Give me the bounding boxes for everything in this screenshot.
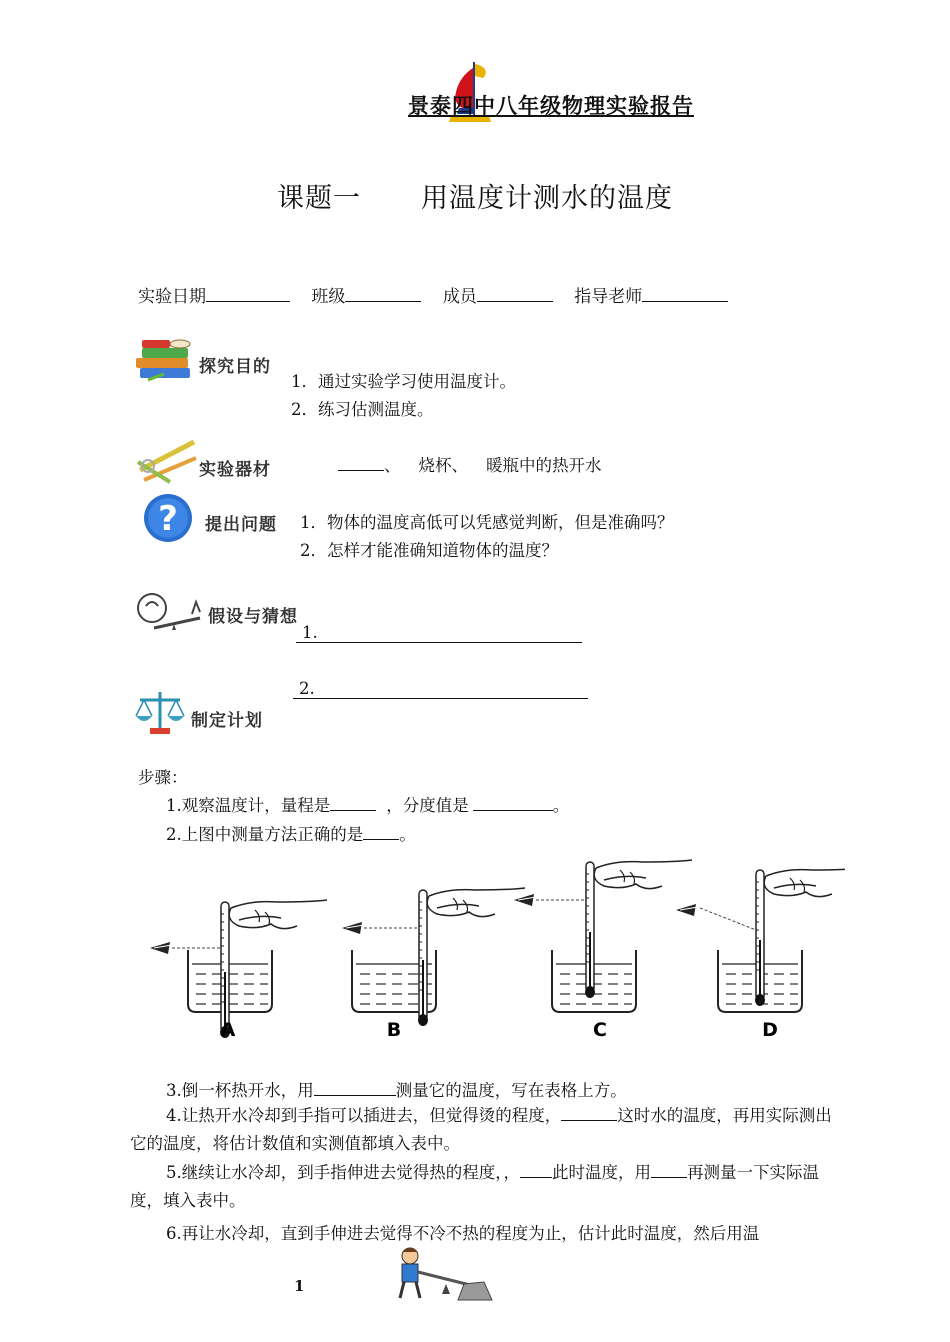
school-report-title: 景泰四中八年级物理实验报告 — [408, 93, 694, 118]
class-field: 班级 — [311, 287, 421, 307]
class-blank[interactable] — [345, 284, 421, 302]
members-field: 成员 — [443, 287, 553, 307]
estimate-blank-1[interactable] — [561, 1103, 617, 1121]
division-blank[interactable] — [473, 793, 553, 811]
figure-label-b: B — [386, 1019, 402, 1041]
purpose-item-1: 1．通过实验学习使用温度计。 — [291, 372, 516, 391]
questions-label: 提出问题 — [205, 515, 277, 535]
question-item-1: 1．物体的温度高低可以凭感觉判断，但是准确吗？ — [300, 513, 674, 532]
question-mark-icon — [134, 492, 204, 544]
correct-method-blank[interactable] — [363, 822, 399, 840]
teacher-field: 指导老师 — [574, 287, 728, 307]
lever-cartoon-icon — [392, 1244, 496, 1302]
equipment-blank[interactable] — [338, 453, 384, 471]
step-5: 5.继续让水冷却，到手指伸进去觉得热的程度，， 此时温度，用 再测量一下实际温度，填入表中。 — [130, 1159, 842, 1215]
purpose-label: 探究目的 — [199, 357, 271, 377]
step-3: 3.倒一杯热开水，用 测量它的温度，写在表格上方。 — [166, 1077, 627, 1101]
equipment-list: 、 烧杯、 暖瓶中的热开水 — [338, 452, 602, 476]
topic-number: 课题一 — [277, 183, 361, 214]
question-item-2: 2．怎样才能准确知道物体的温度？ — [300, 541, 558, 560]
thinker-icon — [134, 584, 204, 636]
estimate-blank-2[interactable] — [520, 1160, 552, 1178]
setup-a — [150, 900, 327, 1038]
thermometer-figure — [140, 852, 845, 1062]
date-blank[interactable] — [206, 284, 290, 302]
figure-label-d: D — [762, 1019, 778, 1041]
instrument-blank[interactable] — [314, 1078, 396, 1096]
step-6: 6.再让水冷却，直到手伸进去觉得不冷不热的程度为止，估计此时温度，然后用温 — [166, 1224, 760, 1243]
tools-icon — [134, 436, 204, 488]
setup-d — [676, 868, 845, 1012]
books-icon — [134, 334, 204, 386]
step-4: 4.让热开水冷却到手指可以插进去，但觉得烫的程度， 这时水的温度，再用实际测出它的温度，将估计数值和实测值都填入表中。 — [130, 1102, 842, 1158]
plan-label: 制定计划 — [191, 711, 263, 731]
page-number: 1 — [294, 1277, 305, 1295]
setup-b — [342, 888, 525, 1026]
purpose-item-2: 2．练习估测温度。 — [291, 400, 434, 419]
setup-c — [514, 860, 692, 1012]
topic-name: 用温度计测水的温度 — [421, 183, 673, 214]
step-1: 1.观察温度计，量程是 ，分度值是 。 — [166, 792, 569, 816]
step-2: 2.上图中测量方法正确的是 。 — [166, 821, 416, 845]
hypothesis-line-1[interactable]: 1. — [296, 623, 582, 643]
members-blank[interactable] — [477, 284, 553, 302]
equipment-label: 实验器材 — [199, 460, 271, 480]
measure-blank[interactable] — [651, 1160, 687, 1178]
figure-label-c: C — [593, 1019, 607, 1041]
teacher-blank[interactable] — [642, 284, 728, 302]
date-field: 实验日期 — [138, 287, 290, 307]
range-blank[interactable] — [330, 793, 376, 811]
figure-label-a: A — [220, 1019, 236, 1041]
hypothesis-line-2[interactable]: 2. — [293, 679, 588, 699]
svg-text:?: ? — [158, 499, 178, 539]
hypothesis-label: 假设与猜想 — [208, 607, 298, 627]
info-row — [138, 282, 744, 307]
experiment-title — [0, 176, 950, 215]
steps-heading: 步骤： — [138, 768, 188, 787]
